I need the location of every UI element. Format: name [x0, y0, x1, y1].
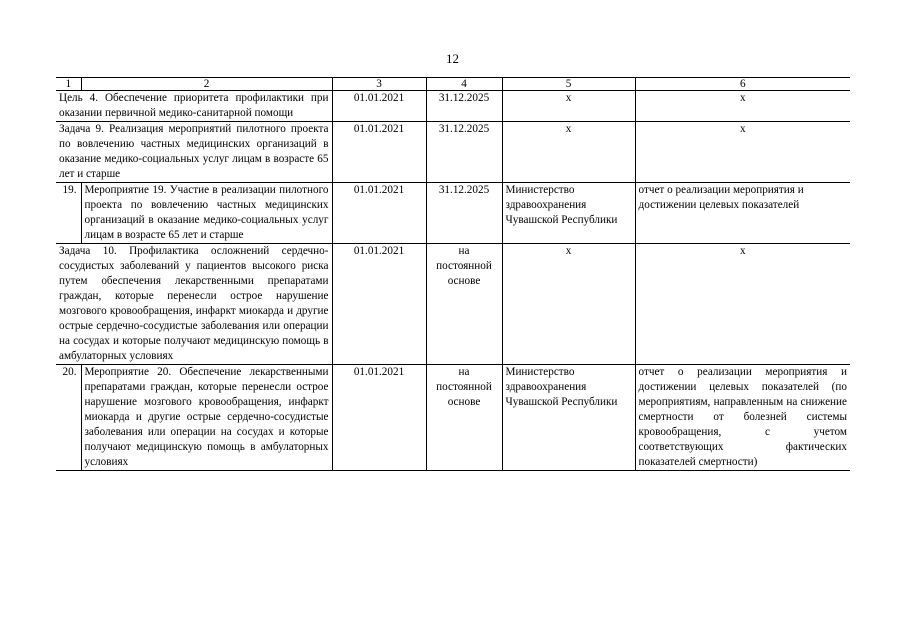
end-date: 31.12.2025 — [426, 91, 502, 122]
table-row — [56, 122, 850, 183]
row-number: 19. — [56, 183, 81, 244]
row-number: 20. — [56, 365, 81, 471]
result: х — [635, 122, 850, 183]
header-row — [56, 78, 850, 91]
table-row — [56, 91, 850, 122]
executor: Министерство здравоохранения Чувашской Республики — [502, 365, 635, 471]
column-header: 2 — [81, 78, 332, 91]
row-title: Мероприятие 20. Обеспечение лекарственными препаратами граждан, которые перенесли острое нарушение мозгового кровообращения, инфаркт миокарда и другие острые сердечно-сосудистые заболевания или операции на сосудах и которые получают медицинскую помощь в амбулаторных условиях — [81, 365, 332, 471]
row-title: Задача 9. Реализация мероприятий пилотного проекта по вовлечению частных медицинских организаций в оказание медико-социальных услуг лицам в возрасте 65 лет и старше — [56, 122, 332, 183]
start-date: 01.01.2021 — [332, 365, 426, 471]
result: отчет о реализации мероприятия и достижении целевых показателей — [635, 183, 850, 244]
row-title: Цель 4. Обеспечение приоритета профилактики при оказании первичной медико-санитарной помощи — [56, 91, 332, 122]
column-header: 6 — [635, 78, 850, 91]
start-date: 01.01.2021 — [332, 122, 426, 183]
result: х — [635, 91, 850, 122]
column-header: 4 — [426, 78, 502, 91]
page-number: 12 — [446, 51, 459, 66]
end-date: на постоянной основе — [426, 244, 502, 365]
result: отчет о реализации мероприятия и достижении целевых показателей (по мероприятиям, направленным на снижение смертности от болезней системы кровообращения, с учетом соответствующих фактических показателей смертности) — [635, 365, 850, 471]
result: х — [635, 244, 850, 365]
end-date: 31.12.2025 — [426, 122, 502, 183]
column-header: 3 — [332, 78, 426, 91]
table-row — [56, 183, 850, 244]
start-date: 01.01.2021 — [332, 91, 426, 122]
row-title: Задача 10. Профилактика осложнений сердечно-сосудистых заболеваний у пациентов высокого риска путем обеспечения лекарственными препаратами граждан, которые перенесли острое нарушение мозгового кровообращения, инфаркт миокарда и другие острые сердечно-сосудистые заболевания или операции на сосудах и которые получают медицинскую помощь в амбулаторных условиях — [56, 244, 332, 365]
executor: Министерство здравоохранения Чувашской Республики — [502, 183, 635, 244]
table-row — [56, 244, 850, 365]
start-date: 01.01.2021 — [332, 244, 426, 365]
end-date: 31.12.2025 — [426, 183, 502, 244]
executor: х — [502, 244, 635, 365]
activity-plan-table — [56, 77, 850, 471]
executor: х — [502, 91, 635, 122]
end-date: на постоянной основе — [426, 365, 502, 471]
column-header: 1 — [56, 78, 81, 91]
row-title: Мероприятие 19. Участие в реализации пилотного проекта по вовлечению частных медицинских организаций в оказание медико-социальных услуг лицам в возрасте 65 лет и старше — [81, 183, 332, 244]
table-row — [56, 365, 850, 471]
column-header: 5 — [502, 78, 635, 91]
executor: х — [502, 122, 635, 183]
start-date: 01.01.2021 — [332, 183, 426, 244]
